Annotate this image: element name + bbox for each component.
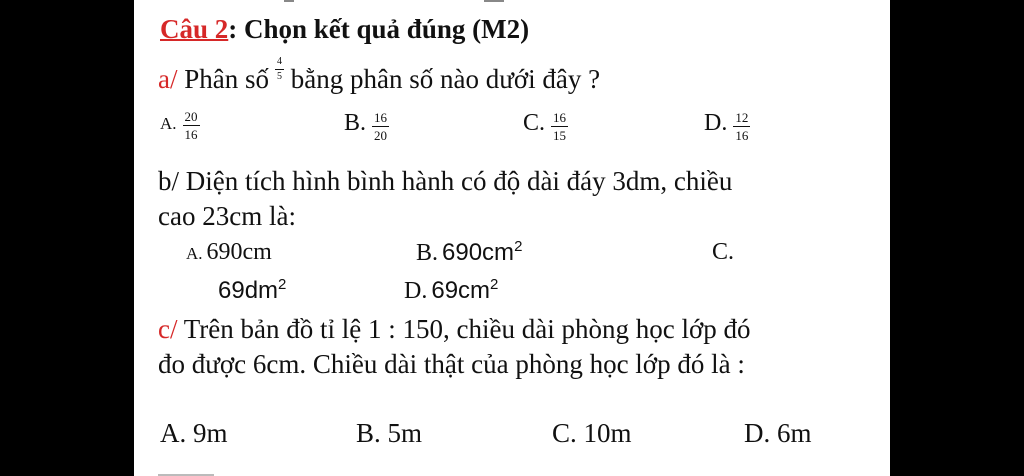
- part-a-option-c[interactable]: C. $\frac{16}{15}$: [523, 109, 567, 143]
- cropped-text-remnant: [134, 0, 890, 8]
- part-b-option-a[interactable]: A. 690cm: [186, 239, 272, 265]
- part-b-option-b[interactable]: B. $690cm^2$: [416, 238, 523, 266]
- question-number: Câu 2: [160, 14, 229, 44]
- part-c-option-b[interactable]: B. 5m: [356, 418, 423, 448]
- part-b-option-b-value: $690cm^2$: [442, 238, 523, 266]
- worksheet-page: [134, 0, 890, 476]
- option-c-fraction: $\frac{16}{15}$: [553, 109, 567, 143]
- part-a-text-before: Phân số: [177, 64, 270, 94]
- part-a-option-d[interactable]: D. $\frac{12}{16}$: [704, 109, 749, 143]
- cropped-next-line-remnant: [154, 466, 354, 476]
- part-a-option-b[interactable]: B. $\frac{16}{20}$: [344, 109, 388, 143]
- part-b-option-c-value[interactable]: $69dm^2$: [218, 276, 287, 304]
- part-c-question-line2: đo được 6cm. Chiều dài thật của phòng học lớp đó là :: [158, 349, 745, 379]
- part-b-question-line1: b/ Diện tích hình bình hành có độ dài đáy 3dm, chiều: [158, 166, 733, 196]
- option-d-fraction: $\frac{12}{16}$: [735, 109, 749, 143]
- part-b-option-d[interactable]: D. $69cm^2$: [404, 276, 499, 304]
- part-b-option-d-value: $69cm^2$: [431, 276, 499, 304]
- part-c-question-line1: c/ Trên bản đồ tỉ lệ 1 : 150, chiều dài phòng học lớp đó: [158, 314, 751, 344]
- question-instruction: : Chọn kết quả đúng (M2): [228, 14, 530, 44]
- part-c-option-a[interactable]: A. 9m: [160, 418, 228, 448]
- question-title: [160, 14, 529, 45]
- part-a-text-after: bằng phân số nào dưới đây ?: [284, 64, 601, 94]
- part-c-prefix: c/: [158, 314, 178, 344]
- part-b-question-line2: cao 23cm là:: [158, 201, 296, 231]
- part-c-option-d[interactable]: D. 6m: [744, 418, 812, 448]
- part-b-option-c[interactable]: C.: [712, 239, 735, 265]
- option-b-fraction: $\frac{16}{20}$: [374, 109, 388, 143]
- part-a-question: [158, 56, 601, 95]
- part-a-option-a[interactable]: A. $\frac{20}{16}$: [160, 109, 198, 142]
- option-a-fraction: $\frac{20}{16}$: [184, 109, 198, 142]
- part-a-fraction: $\frac{4}{5}$: [277, 56, 283, 83]
- part-c-option-c[interactable]: C. 10m: [552, 418, 632, 448]
- part-b-option-a-value: 690cm: [206, 239, 272, 265]
- part-a-prefix: a/: [158, 64, 178, 94]
